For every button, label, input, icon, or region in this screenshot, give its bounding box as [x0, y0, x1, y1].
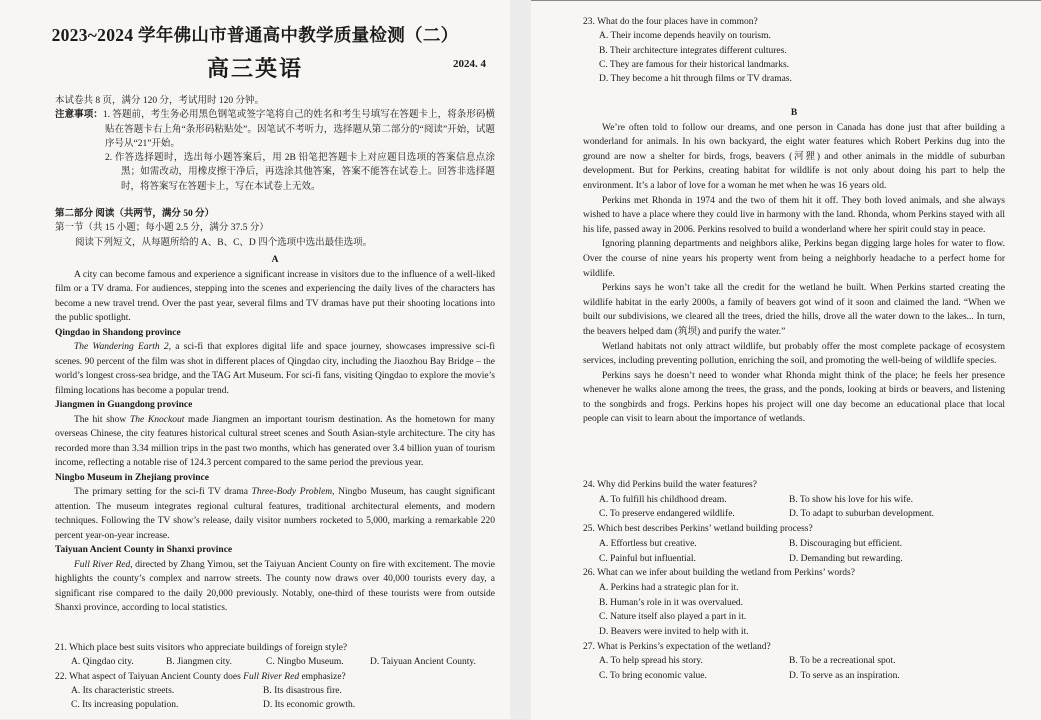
q26-option-b[interactable]: B. Human’s role in it was overvalued.	[599, 597, 744, 608]
qingdao-film: The Wandering Earth 2	[74, 342, 169, 352]
qingdao-text: , a sci-fi that explores digital life and space journey, showcases impressive sci-fi scenes. 90 percent of the film was shot in different places of Qingdao city, including the Jiaozhou Bay Bridge – the world’s longest cross-sea bridge, and the TAG Art Museum. For sci-fi fans, visiting Qingdao to explore the movie’s filming locations has become a popular trend.	[55, 342, 496, 396]
q21-option-d[interactable]: D. Taiyuan Ancient County.	[370, 657, 476, 668]
q25-option-b[interactable]: B. Discouraging but efficient.	[789, 538, 903, 549]
question-23	[583, 15, 1013, 86]
jiangmen-heading: Jiangmen in Guangdong province	[55, 400, 193, 410]
passage-b	[583, 106, 1005, 427]
qingdao-heading: Qingdao in Shandong province	[55, 327, 181, 338]
left-page	[0, 0, 510, 719]
q22-options-row1	[55, 684, 495, 698]
q25-option-d[interactable]: D. Demanding but rewarding.	[789, 553, 903, 564]
q22-option-c[interactable]: C. Its increasing population.	[71, 700, 179, 711]
q27-option-b[interactable]: B. To be a recreational spot.	[789, 656, 896, 667]
q26-stem: 26. What can we infer about building the wetland from Perkins’ words?	[583, 568, 855, 579]
passage-b-p2: Perkins met Rhonda in 1974 and the two of them hit it off. They both loved animals, and she always wished to have a place where they could live in harmony with the land. Rhonda, whom Perkins stayed with all his life, passed away in 2006. Perkins resolved to build a wonderland where her spirit could stay in peace.	[583, 195, 1005, 235]
note-label: 注意事项：	[55, 110, 103, 121]
passage-b-p1: We’re often told to follow our dreams, and one person in Canada has done just that after building a wonderland for animals. In his own backyard, the eight water features which Robert Perkins dug into the ground are now a shelter for birds, frogs, beavers (河狸) and other animals in the middle of suburban development. But for Perkins, creating habitat for wildlife is not only about doing his part to help the environment. It’s a labor of love for a woman he met when he was 16 years old.	[583, 122, 1005, 191]
q24-option-b[interactable]: B. To show his love for his wife.	[789, 494, 913, 505]
passage-b-label: B	[790, 108, 798, 118]
q27-row1	[583, 654, 1013, 669]
q21-options	[55, 655, 495, 669]
page-gutter	[510, 0, 531, 719]
q25-option-c[interactable]: C. Painful but influential.	[599, 553, 696, 564]
q22-options-row2	[55, 698, 495, 712]
q27-stem: 27. What is Perkins’s expectation of the wetland?	[583, 641, 771, 652]
passage-b-p6: Perkins says he doesn’t need to wonder what Rhonda might think of the place; he feels her presence whenever he walks alone among the trees, the grass, and the ponds, looking at birds or beavers, and listening to the songbirds and frogs. Perkins hopes his project will one day become an educational place that local people can visit to learn about the importance of wetlands.	[583, 370, 1005, 425]
jiangmen-pre: The hit show	[74, 414, 130, 425]
q22-option-a[interactable]: A. Its characteristic streets.	[71, 685, 175, 696]
instructions-note1	[55, 108, 495, 151]
jiangmen-film: The Knockout	[129, 414, 185, 425]
instructions-note2: 2. 作答选择题时，选出每小题答案后，用 2B 铅笔把答题卡上对应题目选项的答案信息点涂黑；如需改动，用橡皮擦干净后，再选涂其他答案，答案不能答在试卷上。回答非选择题时，将答案写在答题卡上，写在本试卷上无效。	[105, 153, 495, 192]
passage-b-p3: Ignoring planning departments and neighbors alike, Perkins began digging large holes for water to flow. Over the course of nine years his property went from being a neighborly headache to a perfect home for wildlife.	[583, 239, 1005, 279]
ningbo-pre: The primary setting for the sci-fi TV drama	[74, 487, 252, 497]
exam-subject: 高三英语	[206, 56, 303, 81]
ningbo-film: Three-Body Problem	[251, 487, 333, 497]
ningbo-text: , Ningbo Museum, has caught significant attention. The museum integrates regional cultural features, traditional architectural elements, and modern techniques. Following the TV show’s release, daily visitor numbers rocketed to 5,000, marking a remarkable 220 percent year-on-year increase.	[55, 487, 495, 541]
part2-directions: 阅读下列短文，从每题所给的 A、B、C、D 四个选项中选出最佳选项。	[75, 237, 373, 248]
passage-a	[55, 253, 495, 616]
qingdao-paragraph	[55, 340, 495, 398]
passage-b-p4: Perkins says he won’t take all the credit for the wetland he built. When Perkins started creating the wildlife habitat in the early 2000s, a family of beavers got wind of it soon and claimed the land. “When we built our subdivisions, we cleared all the trees, dried the hills, drove all the water down to the lakes... In turn, the beavers helped dam (筑坝) and purify the water.”	[583, 283, 1005, 337]
jiangmen-paragraph	[55, 413, 495, 471]
part2-header	[55, 207, 495, 250]
q23-option-a[interactable]: A. Their income depends heavily on tourism.	[599, 31, 771, 42]
questions-21-22	[55, 641, 495, 712]
q21-option-a[interactable]: A. Qingdao city.	[71, 657, 134, 668]
exam-title: 2023~2024 学年佛山市普通高中教学质量检测（二）	[51, 25, 459, 45]
exam-date: 2024. 4	[453, 58, 486, 70]
q24-option-c[interactable]: C. To preserve endangered wildlife.	[599, 509, 735, 520]
passage-a-intro: A city can become famous and experience a significant increase in visitors due to the influence of a well-liked film or a TV drama. For audiences, stepping into the scenes and experiencing the daily lives of the characters has become a new travel trend. Over the past year, several films and TV dramas have put their shooting locations into the public spotlight.	[55, 269, 495, 323]
q21-option-b[interactable]: B. Jiangmen city.	[166, 657, 232, 668]
q25-row1	[583, 537, 1013, 552]
q27-option-d[interactable]: D. To serve as an inspiration.	[789, 671, 900, 682]
q22-pre: 22. What aspect of Taiyuan Ancient County does	[55, 671, 244, 682]
q22-option-d[interactable]: D. Its economic growth.	[263, 700, 356, 711]
q27-option-c[interactable]: C. To bring economic value.	[599, 671, 707, 682]
passage-a-label: A	[271, 255, 279, 265]
taiyuan-heading: Taiyuan Ancient County in Shanxi province	[55, 545, 233, 555]
questions-24-27	[583, 478, 1013, 684]
part2-heading: 第二部分 阅读（共两节，满分 50 分）	[55, 209, 215, 219]
q25-stem: 25. Which best describes Perkins’ wetland building process?	[583, 524, 813, 535]
taiyuan-film: Full River Red	[74, 559, 131, 570]
q23-option-d[interactable]: D. They become a hit through films or TV dramas.	[599, 74, 792, 85]
q22-post: emphasize?	[299, 671, 346, 682]
q23-option-b[interactable]: B. Their architecture integrates different cultures.	[599, 45, 787, 56]
q27-row2	[583, 669, 1013, 684]
q26-option-c[interactable]: C. Nature itself also played a part in it.	[599, 612, 747, 623]
q24-stem: 24. Why did Perkins build the water features?	[583, 480, 757, 490]
passage-b-p5: Wetland habitats not only attract wildlife, but probably offer the most complete package of ecosystem services, including preventing pollution, enriching the soil, and promoting the well-being of wildlife species.	[583, 341, 1005, 367]
q24-option-d[interactable]: D. To adapt to suburban development.	[789, 509, 935, 520]
q27-option-a[interactable]: A. To help spread his story.	[599, 656, 703, 667]
q26-option-d[interactable]: D. Beavers were invited to help with it.	[599, 627, 749, 638]
q25-option-a[interactable]: A. Effortless but creative.	[599, 538, 697, 549]
part2-section1: 第一节（共 15 小题；每小题 2.5 分，满分 37.5 分）	[55, 223, 269, 234]
instructions	[55, 94, 495, 194]
q21-stem: 21. Which place best suits visitors who appreciate buildings of foreign style?	[55, 643, 348, 653]
ningbo-heading: Ningbo Museum in Zhejiang province	[55, 472, 209, 483]
taiyuan-paragraph	[55, 558, 495, 616]
q24-option-a[interactable]: A. To fulfill his childhood dream.	[599, 494, 727, 505]
ningbo-paragraph	[55, 485, 495, 543]
q24-row2	[583, 507, 1013, 522]
q22-stem	[55, 670, 495, 684]
right-page	[531, 0, 1041, 720]
q21-option-c[interactable]: C. Ningbo Museum.	[266, 657, 344, 668]
note1-text: 1. 答题前，考生务必用黑色钢笔或签字笔将自己的姓名和考生号填写在答题卡上，将条形码横贴在答题卡右上角“条形码粘贴处”。因笔试不考听力，选择题从第二部分的“阅读”开始，试题序号从“21”开始。	[102, 110, 495, 149]
instructions-line1: 本试卷共 8 页，满分 120 分，考试用时 120 分钟。	[55, 96, 265, 106]
jiangmen-text: made Jiangmen an important tourism destination. As the hometown for many overseas Chinese, the city features historical cultural street scenes and South Asian-style architecture. The city has recorded more than 3.34 million trips in the past two months, which has generated over 3.4 billion yuan of tourism income, reflecting a notable rise of 124.3 percent compared to the same period the previous year.	[55, 414, 495, 468]
q25-row2	[583, 552, 1013, 567]
q26-option-a[interactable]: A. Perkins had a strategic plan for it.	[599, 582, 739, 593]
q23-option-c[interactable]: C. They are famous for their historical landmarks.	[599, 59, 790, 70]
taiyuan-text: , directed by Zhang Yimou, set the Taiyuan Ancient County on fire with excitement. The movie highlights the county’s complex and narrow streets. The county now draws over 40,000 tourists every day, a significant rise compared to the daily 20,000 previously. Notably, one-third of these tourists were from outside Shanxi province, according to local statistics.	[55, 559, 495, 613]
q24-row1	[583, 493, 1013, 508]
q23-stem: 23. What do the four places have in common?	[583, 17, 758, 27]
q22-film: Full River Red	[243, 671, 300, 682]
q22-option-b[interactable]: B. Its disastrous fire.	[263, 685, 342, 696]
